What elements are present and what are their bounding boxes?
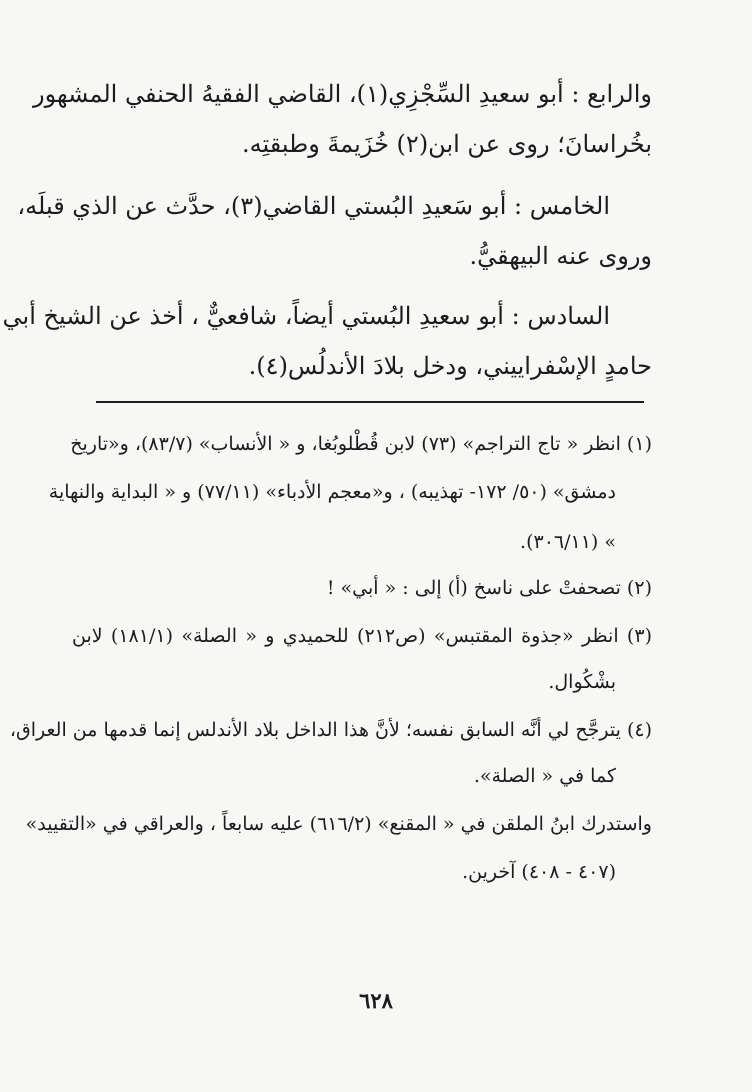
body-line-2: بخُراسانَ؛ روى عن ابن(٢) خُزَيمةَ وطبقتِه. — [241, 130, 652, 158]
footnote-4-line-1: (٤) يترجَّح لي أنَّه السابق نفسه؛ لأنَّ هذا الداخل بلاد الأندلس إنما قدمها من العراق، — [9, 719, 652, 741]
body-line-5: السادس : أبو سعيدِ البُستي أيضاً، شافعيٌّ ، أخذ عن الشيخ أبي — [2, 302, 610, 330]
footnote-3-line-2: بشْكُوال. — [548, 671, 616, 693]
body-line-6: حامدٍ الإسْفراييني، ودخل بلادَ الأندلُس(٤). — [248, 352, 652, 380]
body-line-4: وروى عنه البيهقيُّ. — [469, 242, 652, 270]
footnote-divider — [96, 401, 644, 403]
footnote-1-line-1: (١) انظر « تاج التراجم» (٧٣) لابن قُطْلوبُغا، و « الأنساب» (٨٣/٧)، و«تاريخ — [70, 433, 652, 455]
footnote-4-line-4: (٤٠٧ - ٤٠٨) آخرين. — [462, 861, 616, 883]
page-number: ٦٢٨ — [359, 988, 393, 1013]
footnote-1-line-2: دمشق» (٥٠/ ١٧٢- تهذيبه) ، و«معجم الأدباء» (٧٧/١١) و « البداية والنهاية — [48, 481, 616, 503]
footnote-2: (٢) تصحفتْ على ناسخ (أ) إلى : « أبي» ! — [326, 577, 652, 599]
body-line-1: والرابع : أبو سعيدِ السِّجْزِي(١)، القاضي الفقيهُ الحنفي المشهور — [33, 80, 652, 108]
footnote-4-line-3: واستدرك ابنُ الملقن في « المقنع» (٦١٦/٢) عليه سابعاً ، والعراقي في «التقييد» — [25, 813, 652, 835]
body-line-3: الخامس : أبو سَعيدِ البُستي القاضي(٣)، حدَّث عن الذي قبلَه، — [17, 192, 610, 220]
footnote-1-line-3: » (٣٠٦/١١). — [520, 531, 616, 553]
footnote-4-line-2: كما في « الصلة». — [473, 765, 616, 787]
footnote-3-line-1: (٣) انظر «جذوة المقتبس» (ص٢١٢) للحميدي و « الصلة» (١٨١/١) لابن — [72, 625, 652, 647]
